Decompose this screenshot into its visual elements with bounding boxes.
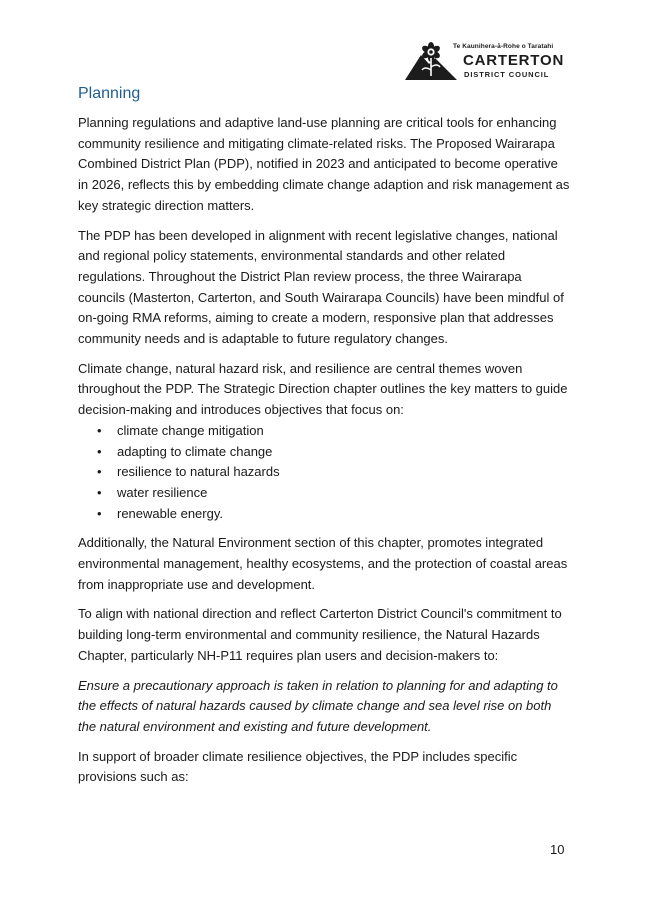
list-item — [78, 462, 570, 483]
list-item-text: climate change mitigation — [117, 422, 264, 438]
paragraph: To align with national direction and reflect Carterton District Council's commitment to building long-term environmental and community resilience, the Natural Hazards Chapter, particularly NH-P11 requires plan users and decision-makers to: — [78, 606, 562, 663]
list-item — [78, 442, 570, 463]
paragraph: Additionally, the Natural Environment section of this chapter, promotes integrated environmental management, healthy ecosystems, and the protection of coastal areas from inappropriate use and development. — [78, 535, 568, 592]
bullet-icon: • — [97, 505, 102, 521]
list-item — [78, 483, 570, 504]
bullet-icon: • — [97, 443, 102, 459]
list-item-text: renewable energy. — [117, 505, 223, 521]
logo-tagline: Te Kaunihera-ā-Rohe o Taratahi — [453, 43, 554, 50]
paragraph: In support of broader climate resilience objectives, the PDP includes specific provisions such as: — [78, 748, 518, 785]
page-number: 10 — [550, 842, 565, 857]
logo-name: CARTERTON — [463, 52, 565, 69]
logo-council: DISTRICT COUNCIL — [464, 70, 550, 79]
objectives-list — [78, 421, 570, 525]
paragraph: The PDP has been developed in alignment with recent legislative changes, national and regional policy statements, environmental standards and other related regulations. Throughout the District Plan review process, the three Wairarapa councils (Masterton, Carterton, and South Wairarapa Councils) have been mindful of on-going RMA reforms, aiming to create a modern, responsive plan that addresses community needs and is adaptable to future regulatory changes. — [78, 227, 564, 347]
bullet-icon: • — [97, 484, 102, 500]
list-item-text: water resilience — [117, 484, 208, 500]
list-item — [78, 421, 570, 442]
bullet-icon: • — [97, 464, 102, 480]
list-item-text: adapting to climate change — [117, 443, 273, 459]
document-body — [78, 113, 570, 797]
list-item-text: resilience to natural hazards — [117, 464, 280, 480]
policy-quote: Ensure a precautionary approach is taken in relation to planning for and adapting to the effects of natural hazards caused by climate change and sea level rise on both the natural environment and existing and future development. — [78, 677, 558, 734]
paragraph: Climate change, natural hazard risk, and resilience are central themes woven throughout the PDP. The Strategic Direction chapter outlines the key matters to guide decision-making and introduces objectives that focus on: — [78, 360, 568, 418]
page-title: Planning — [78, 85, 141, 102]
bullet-icon: • — [97, 422, 102, 438]
carterton-logo — [405, 40, 565, 84]
paragraph: Planning regulations and adaptive land-use planning are critical tools for enhancing community resilience and mitigating climate-related risks. The Proposed Wairarapa Combined District Plan (PDP), notified in 2023 and anticipated to become operative in 2026, reflects this by embedding climate change adaption and risk management as key strategic direction matters. — [78, 115, 570, 213]
list-item — [78, 504, 570, 525]
